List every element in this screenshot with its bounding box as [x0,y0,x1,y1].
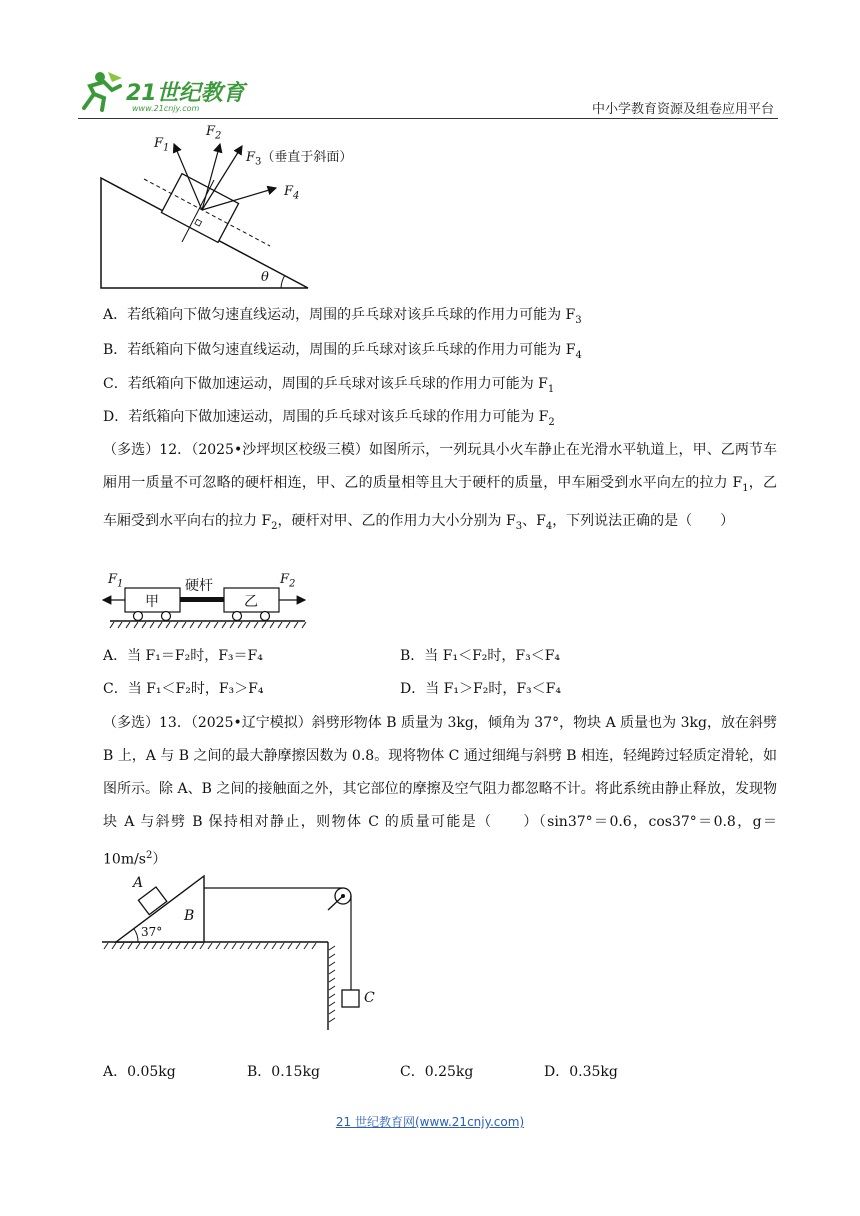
q11-option-c: C．若纸箱向下做加速运动，周围的乒乓球对该乒乓球的作用力可能为 $F_1$ [103,376,555,395]
q12-option-d: D．当 F₁＞F₂时，F₃＜F₄ [400,681,561,697]
q13-option-d: D．0.35kg [544,1064,618,1080]
label-rod: 硬杆 [185,578,213,594]
train-figure [100,570,330,636]
page-header [0,0,860,125]
q13-stem: （多选）13．（2025•辽宁模拟）斜劈形物体 B 质量为 3kg，倾角为 37°，物块 A 质量也为 3kg，放在斜劈 B 上，A 与 B 之间的最大静摩擦因数为 0.8。现将物体 C 通过细绳与斜劈 B 相连，轻绳跨过轻质定滑轮，如图所示。除 A、B 之间的接触面之外，其它部位的摩擦及空气阻力都忽略不计。将此系统由静止释放，发现物块 A 与斜劈 B 保持相对静止，则物体 C 的质量可能是（ ）（sin37°＝0.6，cos37°＝0.8，$g=10m/s^2$） [103,715,778,868]
label-train-f2: $F_2$ [280,572,296,590]
header-divider [78,118,778,119]
label-f3: $F_3$（垂直于斜面） [246,150,353,168]
logo-url: www.21cnjy.com [132,104,200,113]
label-car-a: 甲 [145,594,159,610]
wedge-pulley-figure [100,872,390,1036]
label-block-a: A [133,875,144,891]
block-c [342,990,359,1007]
site-logo[interactable] [78,68,248,120]
label-block-c: C [364,990,375,1006]
q12-option-c: C．当 F₁＜F₂时，F₃＞F₄ [103,681,264,697]
platform-title: 中小学教育资源及组卷应用平台 [591,102,774,117]
rod [180,597,224,602]
q12-option-b: B．当 F₁＜F₂时，F₃＜F₄ [400,648,561,664]
q13-option-b: B．0.15kg [247,1064,320,1080]
label-f1: $F_1$ [154,136,170,154]
logo-text: 21世纪教育 [126,81,245,106]
angle-arc [281,275,285,288]
label-train-f1: $F_1$ [108,572,124,590]
q13-option-a: A．0.05kg [103,1064,176,1080]
q11-option-a: A．若纸箱向下做匀速直线运动，周围的乒乓球对该乒乓球的作用力可能为 $F_3$ [103,307,582,326]
q11-option-b: B．若纸箱向下做匀速直线运动，周围的乒乓球对该乒乓球的作用力可能为 $F_4$ [103,342,582,361]
q13-option-c: C．0.25kg [400,1064,474,1080]
footer-link[interactable]: 21 世纪教育网(www.21cnjy.com) [335,1115,525,1129]
q11-option-d: D．若纸箱向下做加速运动，周围的乒乓球对该乒乓球的作用力可能为 $F_2$ [103,409,555,428]
page-footer [0,1113,860,1130]
label-car-b: 乙 [244,594,258,610]
q12-stem: （多选）12．（2025•沙坪坝区校级三模）如图所示，一列玩具小火车静止在光滑水平轨道上，甲、乙两节车厢用一质量不可忽略的硬杆相连，甲、乙的质量相等且大于硬杆的质量，甲车厢受到水平向左的拉力 $F_1$，乙车厢受到水平向右的拉力 $F_2$，硬杆对甲、乙的作用力大小分别为 $F_3$、$F_4$，下列说法正确的是（ ） [103,442,777,532]
label-f2: $F_2$ [206,124,222,142]
incline-force-figure [96,124,376,298]
label-theta: θ [261,270,269,285]
label-f4: $F_4$ [284,184,300,202]
label-wedge-b: B [184,908,195,924]
label-angle: 37° [141,925,163,939]
q12-option-a: A．当 F₁＝F₂时，F₃＝F₄ [103,648,263,664]
